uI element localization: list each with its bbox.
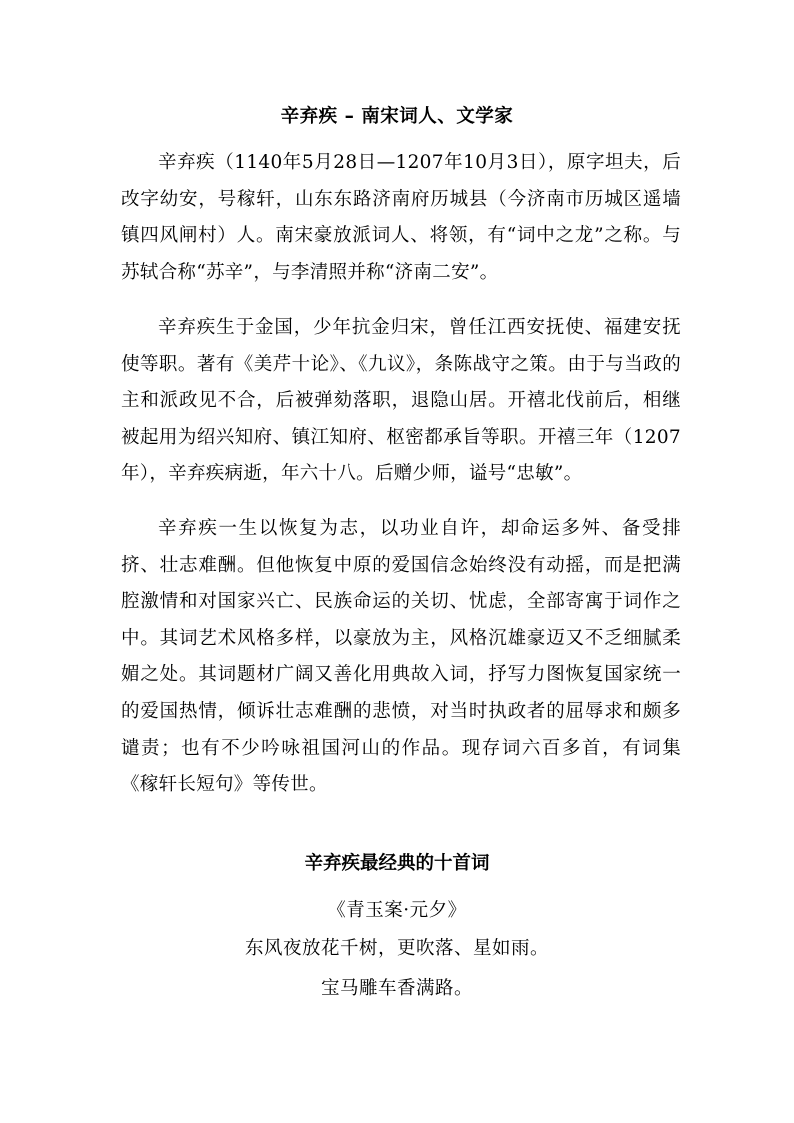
poem-line: 宝马雕车香满路。 bbox=[320, 978, 473, 999]
paragraph-career: 辛弃疾生于金国，少年抗金归宋，曾任江西安抚使、福建安抚使等职。著有《美芹十论》、《九议》，条陈战守之策。由于与当政的主和派政见不合，后被弹劾落职，退隐山居。开禧北伐前后，相继被起用为绍兴知府、镇江知府、枢密都承旨等职。开禧三年（1207年），辛弃疾病逝，年六十八。后赠少师，谥号“忠敏”。 bbox=[121, 317, 681, 485]
document-title: 辛弃疾 – 南宋词人、文学家 bbox=[280, 106, 514, 127]
paragraph-legacy: 辛弃疾一生以恢复为志，以功业自许，却命运多舛、备受排挤、壮志难酬。但他恢复中原的爱国信念始终没有动摇，而是把满腔激情和对国家兴亡、民族命运的关切、忧虑，全部寄寓于词作之中。其词艺术风格多样，以豪放为主，风格沉雄豪迈又不乏细腻柔媚之处。其词题材广阔又善化用典故入词，抒写力图恢复国家统一的爱国热情，倾诉壮志难酬的悲愤，对当时执政者的屈辱求和颇多谴责；也有不少吟咏祖国河山的作品。现存词六百多首，有词集《稼轩长短句》等传世。 bbox=[121, 518, 681, 796]
poem-title: 《青玉案·元夕》 bbox=[327, 900, 467, 921]
paragraph-intro: 辛弃疾（1140年5月28日—1207年10月3日），原字坦夫，后改字幼安，号稼轩，山东东路济南府历城县（今济南市历城区遥墙镇四风闸村）人。南宋豪放派词人、将领，有“词中之龙”之称。与苏轼合称“苏辛”，与李清照并称“济南二安”。 bbox=[121, 152, 681, 283]
section-title: 辛弃疾最经典的十首词 bbox=[304, 853, 490, 874]
poem-line: 东风夜放花千树，更吹落、星如雨。 bbox=[244, 938, 549, 959]
